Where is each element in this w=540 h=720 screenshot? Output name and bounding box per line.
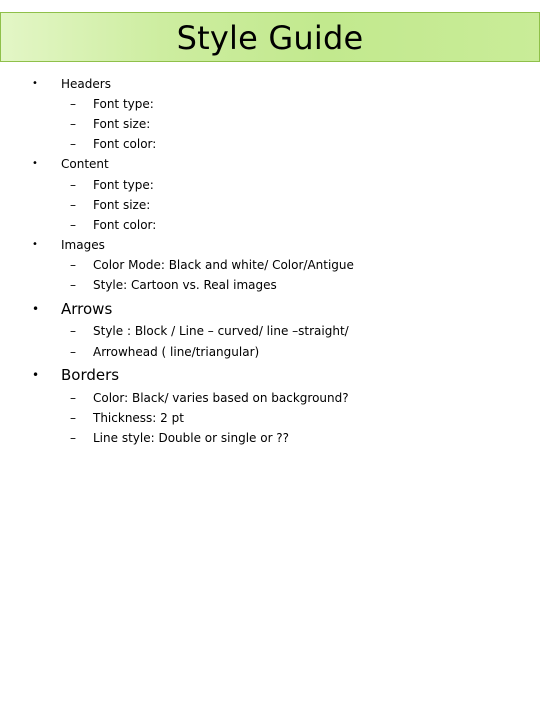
list-item-arrows: Arrows bbox=[61, 300, 113, 318]
dash-icon: – bbox=[70, 117, 76, 131]
page-title: Style Guide bbox=[176, 19, 364, 57]
sub-item: Style : Block / Line – curved/ line –straight/ bbox=[93, 324, 349, 338]
dash-icon: – bbox=[70, 431, 76, 445]
sub-item: Font type: bbox=[93, 178, 154, 192]
dash-icon: – bbox=[70, 411, 76, 425]
list-item-images: Images bbox=[61, 238, 105, 252]
list-item-headers: Headers bbox=[61, 77, 111, 91]
sub-item: Arrowhead ( line/triangular) bbox=[93, 345, 260, 359]
sub-item: Font color: bbox=[93, 137, 157, 151]
dash-icon: – bbox=[70, 258, 76, 272]
dash-icon: – bbox=[70, 97, 76, 111]
bullet-icon: • bbox=[32, 239, 38, 250]
dash-icon: – bbox=[70, 198, 76, 212]
dash-icon: – bbox=[70, 324, 76, 338]
list-item-borders: Borders bbox=[61, 366, 120, 384]
sub-item: Font color: bbox=[93, 218, 157, 232]
dash-icon: – bbox=[70, 178, 76, 192]
dash-icon: – bbox=[70, 218, 76, 232]
sub-item: Color: Black/ varies based on background? bbox=[93, 391, 349, 405]
sub-item: Font size: bbox=[93, 198, 151, 212]
bullet-icon: • bbox=[32, 368, 40, 382]
sub-item: Style: Cartoon vs. Real images bbox=[93, 278, 277, 292]
sub-item: Font size: bbox=[93, 117, 151, 131]
dash-icon: – bbox=[70, 345, 76, 359]
bullet-icon: • bbox=[32, 78, 38, 89]
dash-icon: – bbox=[70, 137, 76, 151]
bullet-icon: • bbox=[32, 158, 38, 169]
bullet-icon: • bbox=[32, 302, 40, 316]
dash-icon: – bbox=[70, 278, 76, 292]
sub-item: Line style: Double or single or ?? bbox=[93, 431, 290, 445]
sub-item: Thickness: 2 pt bbox=[93, 411, 184, 425]
dash-icon: – bbox=[70, 391, 76, 405]
sub-item: Color Mode: Black and white/ Color/Antigue bbox=[93, 258, 354, 272]
sub-item: Font type: bbox=[93, 97, 154, 111]
list-item-content: Content bbox=[61, 157, 109, 171]
